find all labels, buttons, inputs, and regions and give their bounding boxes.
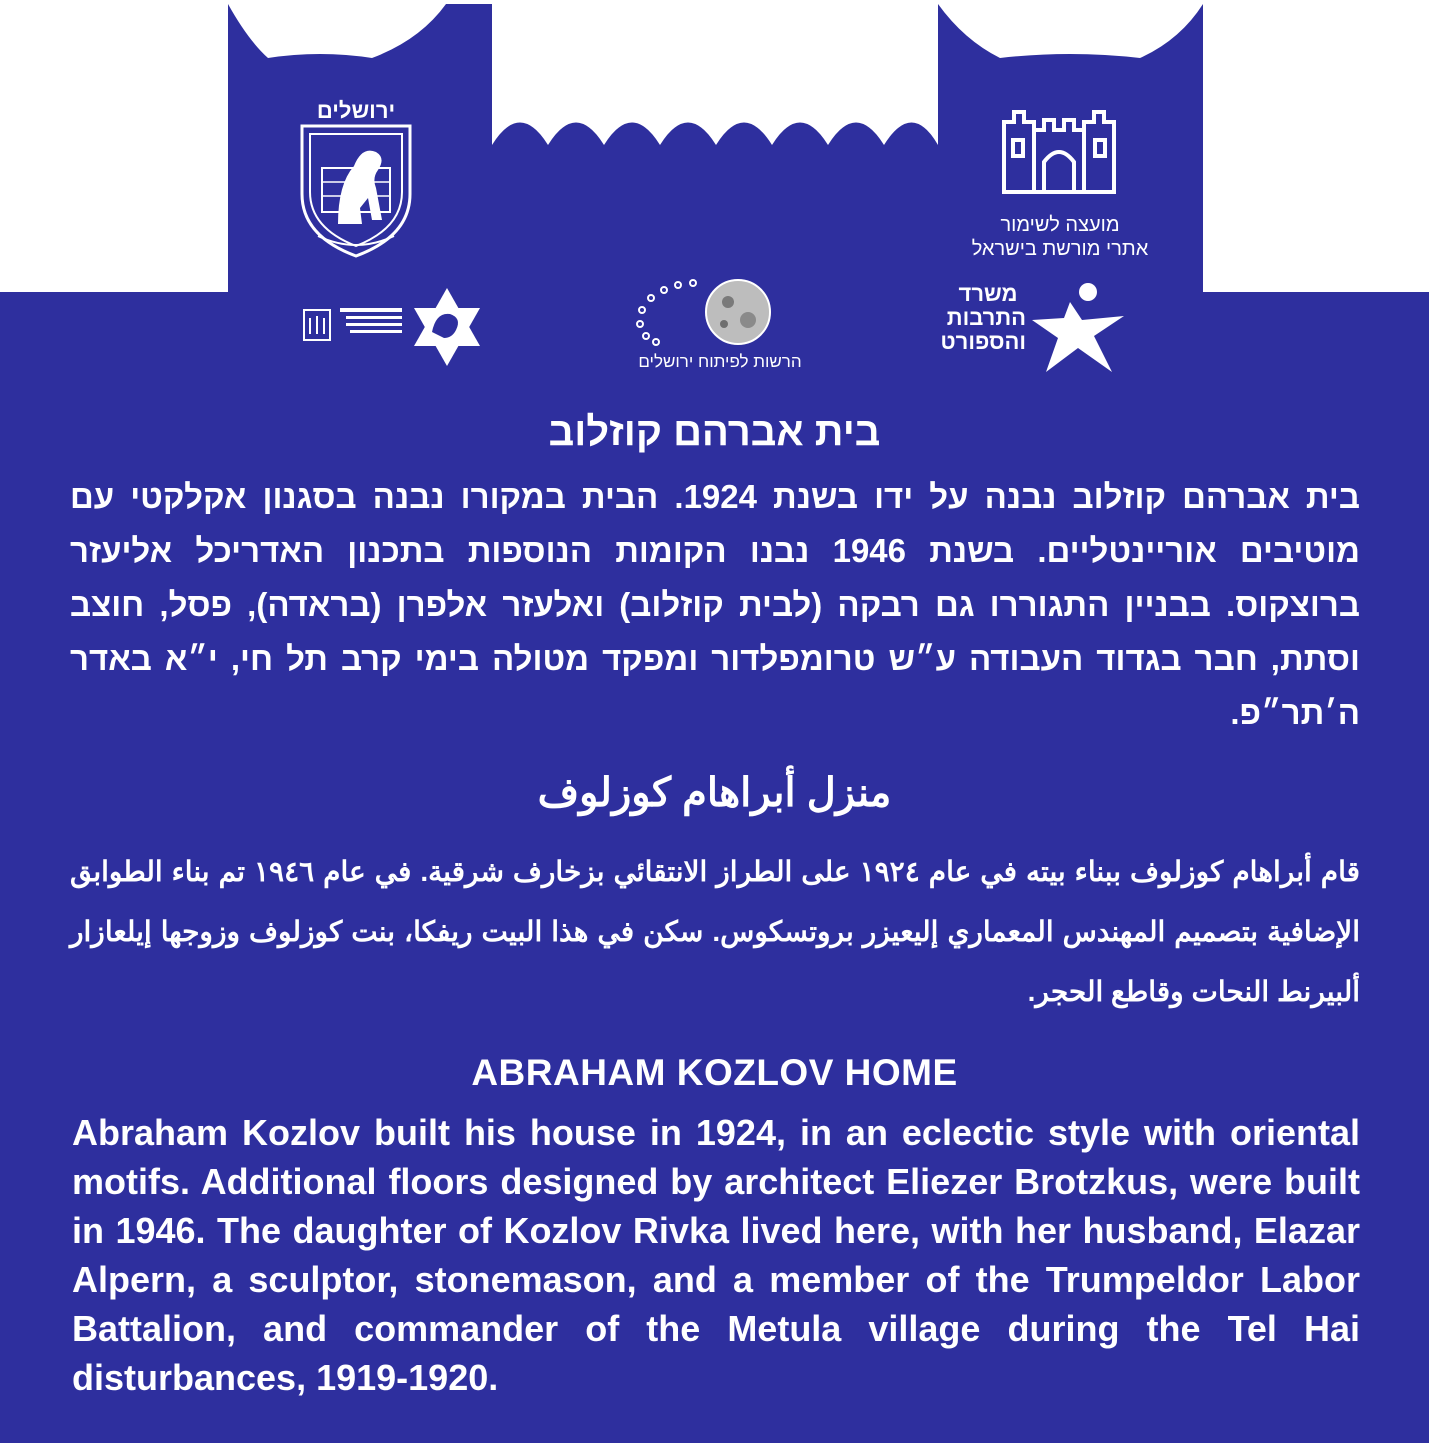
ministry-jerusalem-heritage-icon	[302, 282, 492, 372]
english-body: Abraham Kozlov built his house in 1924, in an eclectic style with oriental motifs. Additional floors designed by architect Eliezer Brotzkus, were built in 1946. The daughter of Kozlov Rivka lived here, with her husband, Elazar Alpern, a sculptor, stonemason, and a member of the Trumpeldor Labor Battalion, and commander of the Metula village during the Tel Hai disturbances, 1919-1920.	[72, 1112, 1360, 1398]
english-title: ABRAHAM KOZLOV HOME	[471, 1052, 958, 1093]
arabic-body: قام أبراهام كوزلوف ببناء بيته في عام ١٩٢٤ على الطراز الانتقائي بزخارف شرقية. في عام ١٩٤٦ تم بناء الطوابق الإضافية بتصميم المهندس المعماري إليعيزر بروتسكوس. سكن في هذا البيت ريفكا، بنت كوزلوف وزوجها إيلعازار ألبيرنط النحات وقاطع الحجر.	[70, 856, 1361, 1007]
ministry-culture-line2: התרבות	[946, 305, 1026, 330]
development-authority-logo	[620, 276, 820, 376]
development-authority-icon	[620, 276, 820, 348]
jerusalem-label: ירושלים	[316, 98, 396, 123]
development-authority-label: הרשות לפיתוח ירושלים	[638, 352, 802, 371]
hebrew-title: בית אברהם קוזלוב	[548, 410, 881, 454]
heritage-label-line2: אתרי מורשת בישראל	[971, 238, 1149, 260]
ministry-culture-star-icon	[1030, 280, 1130, 376]
heritage-council-logo	[960, 96, 1160, 266]
jerusalem-emblem-icon	[298, 124, 414, 258]
hebrew-body: בית אברהם קוזלוב נבנה על ידו בשנת 1924. הבית במקורו נבנה בסגנון אקלקטי עם מוטיבים אוריינטליים. בשנת 1946 נבנו הקומות הנוספות בתכנון האדריכל אליעזר ברוצקוס. בבניין התגוררו גם רבקה (לבית קוזלוב) ואלעזר אלפרן (בראדה), פסל, חוצב וסתת, חבר בגדוד העבודה ע״ש טרומפלדור ומפקד מטולה בימי קרב תל חי, י״א באדר ה׳תר״פ.	[70, 478, 1361, 731]
ministry-culture-logo	[940, 280, 1130, 376]
ministry-jerusalem-logo	[302, 282, 492, 372]
heritage-label-line1: מועצה לשימור	[1000, 214, 1120, 236]
arabic-title: منزل أبراهام كوزلوف	[537, 771, 892, 815]
jerusalem-logo	[298, 98, 414, 258]
heritage-building-icon	[1000, 96, 1118, 196]
ministry-culture-line1: משרד	[958, 281, 1018, 306]
ministry-culture-line3: והספורט	[940, 329, 1026, 354]
